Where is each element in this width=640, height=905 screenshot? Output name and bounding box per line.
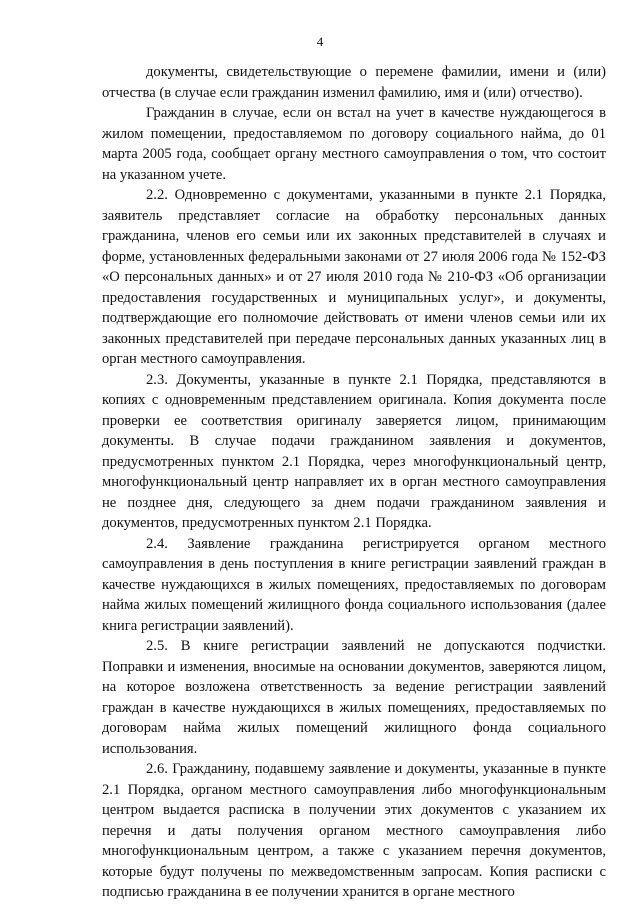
- paragraph-2-5-registration-book: 2.5. В книге регистрации заявлений не допускаются подчистки. Поправки и изменения, вносимые на основании документов, заверяются лицом, на которое возложена ответственность за ведение регистрации заявлений граждан в качестве нуждающихся в жилых помещениях, предоставляемых по договорам найма жилых помещений жилищного фонда социального использования.: [102, 638, 606, 757]
- paragraph-documents-name-change: документы, свидетельствующие о перемене фамилии, имени и (или) отчества (в случае если гражданин изменил фамилию, имя и (или) отчество).: [102, 64, 606, 101]
- page-number: 4: [316, 34, 324, 49]
- paragraph-registered-before-2005: Гражданин в случае, если он встал на учет в качестве нуждающегося в жилом помещении, предоставляемом по договору социального найма, до 01 марта 2005 года, сообщает органу местного самоуправления о том, что состоит на указанном учете.: [102, 105, 606, 183]
- paragraph-2-2-personal-data-consent: 2.2. Одновременно с документами, указанными в пункте 2.1 Порядка, заявитель представляет согласие на обработку персональных данных гражданина, членов его семьи или их законных представителей в случаях и форме, установленных федеральными законами от 27 июля 2006 года № 152-ФЗ «О персональных данных» и от 27 июля 2010 года № 210-ФЗ «Об организации предоставления государственных и муниципальных услуг», и документы, подтверждающие его полномочие действовать от имени членов семьи или их законных представителей при передаче персональных данных указанных лиц в орган местного самоуправления.: [102, 187, 606, 367]
- document-body: [102, 62, 606, 903]
- paragraph-2-6-receipt: 2.6. Гражданину, подавшему заявление и документы, указанные в пункте 2.1 Порядка, органом местного самоуправления либо многофункциональным центром выдается расписка в получении этих документов с указанием их перечня и даты получения органом местного самоуправления либо многофункциональным центром, а также с указанием перечня документов, которые будут получены по межведомственным запросам. Копия расписки с подписью гражданина в ее получении хранится в органе местного: [102, 761, 606, 900]
- paragraph-2-3-document-copies: 2.3. Документы, указанные в пункте 2.1 Порядка, представляются в копиях с одновременным представлением оригинала. Копия документа после проверки ее соответствия оригиналу заверяется лицом, принимающим документы. В случае подачи гражданином заявления и документов, предусмотренных пунктом 2.1 Порядка, через многофункциональный центр, многофункциональный центр направляет их в орган местного самоуправления не позднее дня, следующего за днем подачи гражданином заявления и документов, предусмотренных пунктом 2.1 Порядка.: [102, 371, 606, 531]
- paragraph-2-4-application-registration: 2.4. Заявление гражданина регистрируется органом местного самоуправления в день поступления в книге регистрации заявлений граждан в качестве нуждающихся в жилых помещениях, предоставляемых по договорам найма жилых помещений жилищного фонда социального использования (далее книга регистрации заявлений).: [102, 535, 606, 634]
